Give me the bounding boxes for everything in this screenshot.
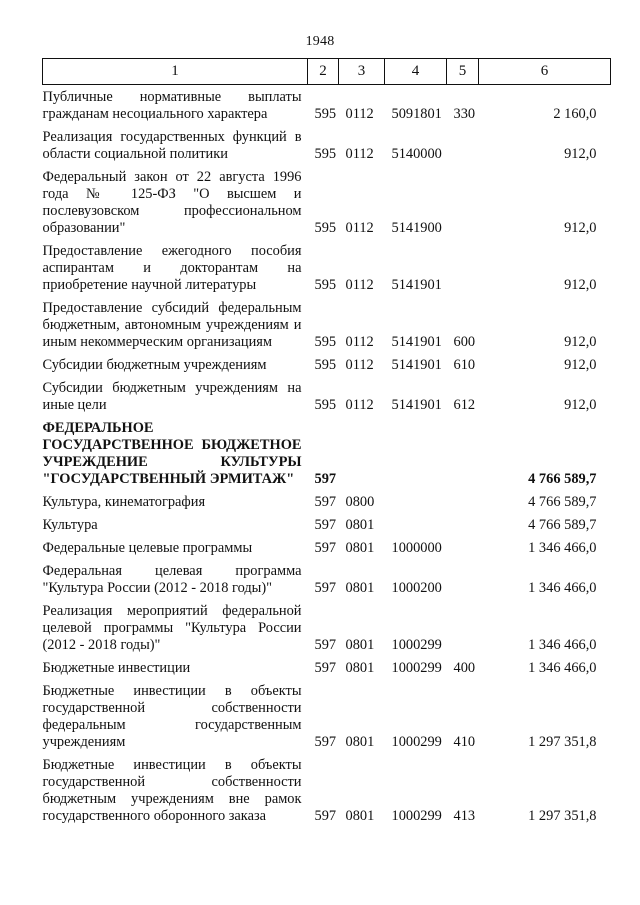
row-amount: 4 766 589,7 (528, 494, 597, 510)
row-target-article: 5091801 (391, 106, 442, 122)
row-section-code: 0112 (345, 220, 374, 236)
row-target-article: 1000299 (391, 660, 442, 676)
row-target-article (385, 488, 447, 511)
row-expense-type (447, 488, 479, 511)
row-expense-type (447, 163, 479, 237)
table-row (43, 511, 611, 534)
row-section-code: 0112 (345, 146, 374, 162)
row-ministry-code: 597 (314, 637, 337, 653)
row-target-article: 5141901 (391, 397, 442, 413)
row-target-article: 5141901 (391, 334, 442, 350)
row-expense-type (447, 414, 479, 488)
row-amount: 1 346 466,0 (528, 637, 597, 653)
row-name: Федеральная целевая программа "Культура России (2012 - 2018 годы)" (42, 563, 302, 596)
row-ministry-code: 597 (314, 517, 337, 533)
row-section-code: 0801 (345, 734, 375, 750)
table-row (43, 123, 611, 163)
row-section-code: 0801 (345, 580, 375, 596)
column-header-ministry: 2 (308, 59, 339, 85)
table-row (43, 751, 611, 825)
row-name: Субсидии бюджетным учреждениям (42, 357, 267, 373)
row-name: Федеральные целевые программы (42, 540, 253, 556)
row-name: Предоставление ежегодного пособия аспирантам и докторантам на приобретение научной литературы (42, 243, 302, 293)
row-ministry-code: 595 (314, 146, 337, 162)
row-amount: 1 297 351,8 (528, 734, 597, 750)
column-header-expense-type: 5 (447, 59, 479, 85)
row-target-article (385, 414, 447, 488)
row-name: Бюджетные инвестиции в объекты государственной собственности федеральным государственным учреждениям (42, 683, 302, 750)
row-target-article: 5141900 (391, 220, 442, 236)
row-section-code: 0112 (345, 357, 374, 373)
row-name: Реализация мероприятий федеральной целевой программы "Культура России (2012 - 2018 годы)" (42, 603, 302, 653)
budget-table (42, 58, 611, 825)
row-ministry-code: 597 (314, 580, 337, 596)
row-amount: 1 346 466,0 (528, 540, 597, 556)
row-name: Культура, кинематография (42, 494, 206, 510)
row-ministry-code: 595 (314, 220, 337, 236)
row-section-code: 0112 (345, 397, 374, 413)
row-target-article: 1000200 (391, 580, 442, 596)
row-ministry-code: 597 (314, 660, 337, 676)
table-row (43, 654, 611, 677)
column-header-name: 1 (43, 59, 308, 85)
row-amount: 912,0 (564, 277, 597, 293)
row-expense-type: 410 (453, 734, 476, 750)
row-expense-type: 610 (453, 357, 476, 373)
table-row (43, 163, 611, 237)
column-header-target-article: 4 (385, 59, 447, 85)
row-name: Реализация государственных функций в области социальной политики (42, 129, 302, 162)
row-expense-type: 330 (453, 106, 476, 122)
row-expense-type (447, 597, 479, 654)
row-target-article: 1000000 (391, 540, 442, 556)
row-amount: 2 160,0 (553, 106, 597, 122)
row-section-code: 0112 (345, 106, 374, 122)
row-target-article: 5141901 (391, 277, 442, 293)
row-expense-type (447, 534, 479, 557)
row-expense-type: 400 (453, 660, 476, 676)
table-row (43, 237, 611, 294)
table-row (43, 557, 611, 597)
row-amount: 912,0 (564, 357, 597, 373)
row-amount: 4 766 589,7 (528, 517, 597, 533)
row-name: Бюджетные инвестиции в объекты государственной собственности бюджетным учреждениям вне рамок государственного оборонного заказа (42, 757, 302, 824)
row-section-code: 0801 (345, 540, 375, 556)
row-ministry-code: 595 (314, 357, 337, 373)
row-amount: 1 297 351,8 (528, 808, 597, 824)
column-header-amount: 6 (479, 59, 611, 85)
row-amount: 912,0 (564, 397, 597, 413)
row-expense-type: 600 (453, 334, 476, 350)
row-amount: 912,0 (564, 220, 597, 236)
row-ministry-code: 597 (314, 540, 337, 556)
row-name: Субсидии бюджетным учреждениям на иные цели (42, 380, 302, 413)
row-expense-type (447, 237, 479, 294)
table-row (43, 85, 611, 124)
row-target-article: 5140000 (391, 146, 442, 162)
row-target-article: 1000299 (391, 734, 442, 750)
row-ministry-code: 597 (314, 494, 337, 510)
row-section-code: 0801 (345, 660, 375, 676)
row-section-code: 0800 (345, 494, 375, 510)
row-ministry-code: 597 (314, 808, 337, 824)
table-row (43, 677, 611, 751)
row-section-code: 0801 (345, 637, 375, 653)
row-expense-type: 413 (453, 808, 476, 824)
column-header-section: 3 (339, 59, 385, 85)
row-name: Публичные нормативные выплаты гражданам несоциального характера (42, 89, 302, 122)
row-amount: 1 346 466,0 (528, 660, 597, 676)
table-row (43, 374, 611, 414)
row-name: Предоставление субсидий федеральным бюджетным, автономным учреждениям и иным некоммерческим организациям (42, 300, 302, 350)
table-row (43, 488, 611, 511)
row-section-code: 0112 (345, 277, 374, 293)
row-section-code: 0801 (345, 517, 375, 533)
table-row (43, 351, 611, 374)
row-expense-type (447, 511, 479, 534)
row-amount: 4 766 589,7 (528, 471, 597, 487)
row-target-article: 1000299 (391, 808, 442, 824)
table-row (43, 414, 611, 488)
row-ministry-code: 595 (314, 334, 337, 350)
row-expense-type: 612 (453, 397, 476, 413)
row-section-code: 0112 (345, 334, 374, 350)
row-section-code: 0801 (345, 808, 375, 824)
row-name: Бюджетные инвестиции (42, 660, 191, 676)
row-ministry-code: 595 (314, 397, 337, 413)
row-name: Федеральный закон от 22 августа 1996 года № 125-ФЗ "О высшем и послевузовском профессиональном образовании" (42, 169, 302, 236)
table-body (43, 85, 611, 826)
page-number: 1948 (305, 34, 335, 49)
row-name: Культура (42, 517, 98, 533)
table-header-row (43, 59, 611, 85)
row-name: ФЕДЕРАЛЬНОЕ ГОСУДАРСТВЕННОЕ БЮДЖЕТНОЕ УЧРЕЖДЕНИЕ КУЛЬТУРЫ "ГОСУДАРСТВЕННЫЙ ЭРМИТАЖ" (42, 420, 302, 487)
row-expense-type (447, 557, 479, 597)
table-row (43, 597, 611, 654)
row-ministry-code: 597 (314, 734, 337, 750)
table-row (43, 534, 611, 557)
row-target-article: 5141901 (391, 357, 442, 373)
row-amount: 912,0 (564, 146, 597, 162)
row-section-code (339, 414, 385, 488)
row-expense-type (447, 123, 479, 163)
row-ministry-code: 595 (314, 277, 337, 293)
row-amount: 912,0 (564, 334, 597, 350)
row-amount: 1 346 466,0 (528, 580, 597, 596)
row-ministry-code: 595 (314, 106, 337, 122)
row-target-article (385, 511, 447, 534)
row-ministry-code: 597 (314, 471, 337, 487)
table-row (43, 294, 611, 351)
row-target-article: 1000299 (391, 637, 442, 653)
